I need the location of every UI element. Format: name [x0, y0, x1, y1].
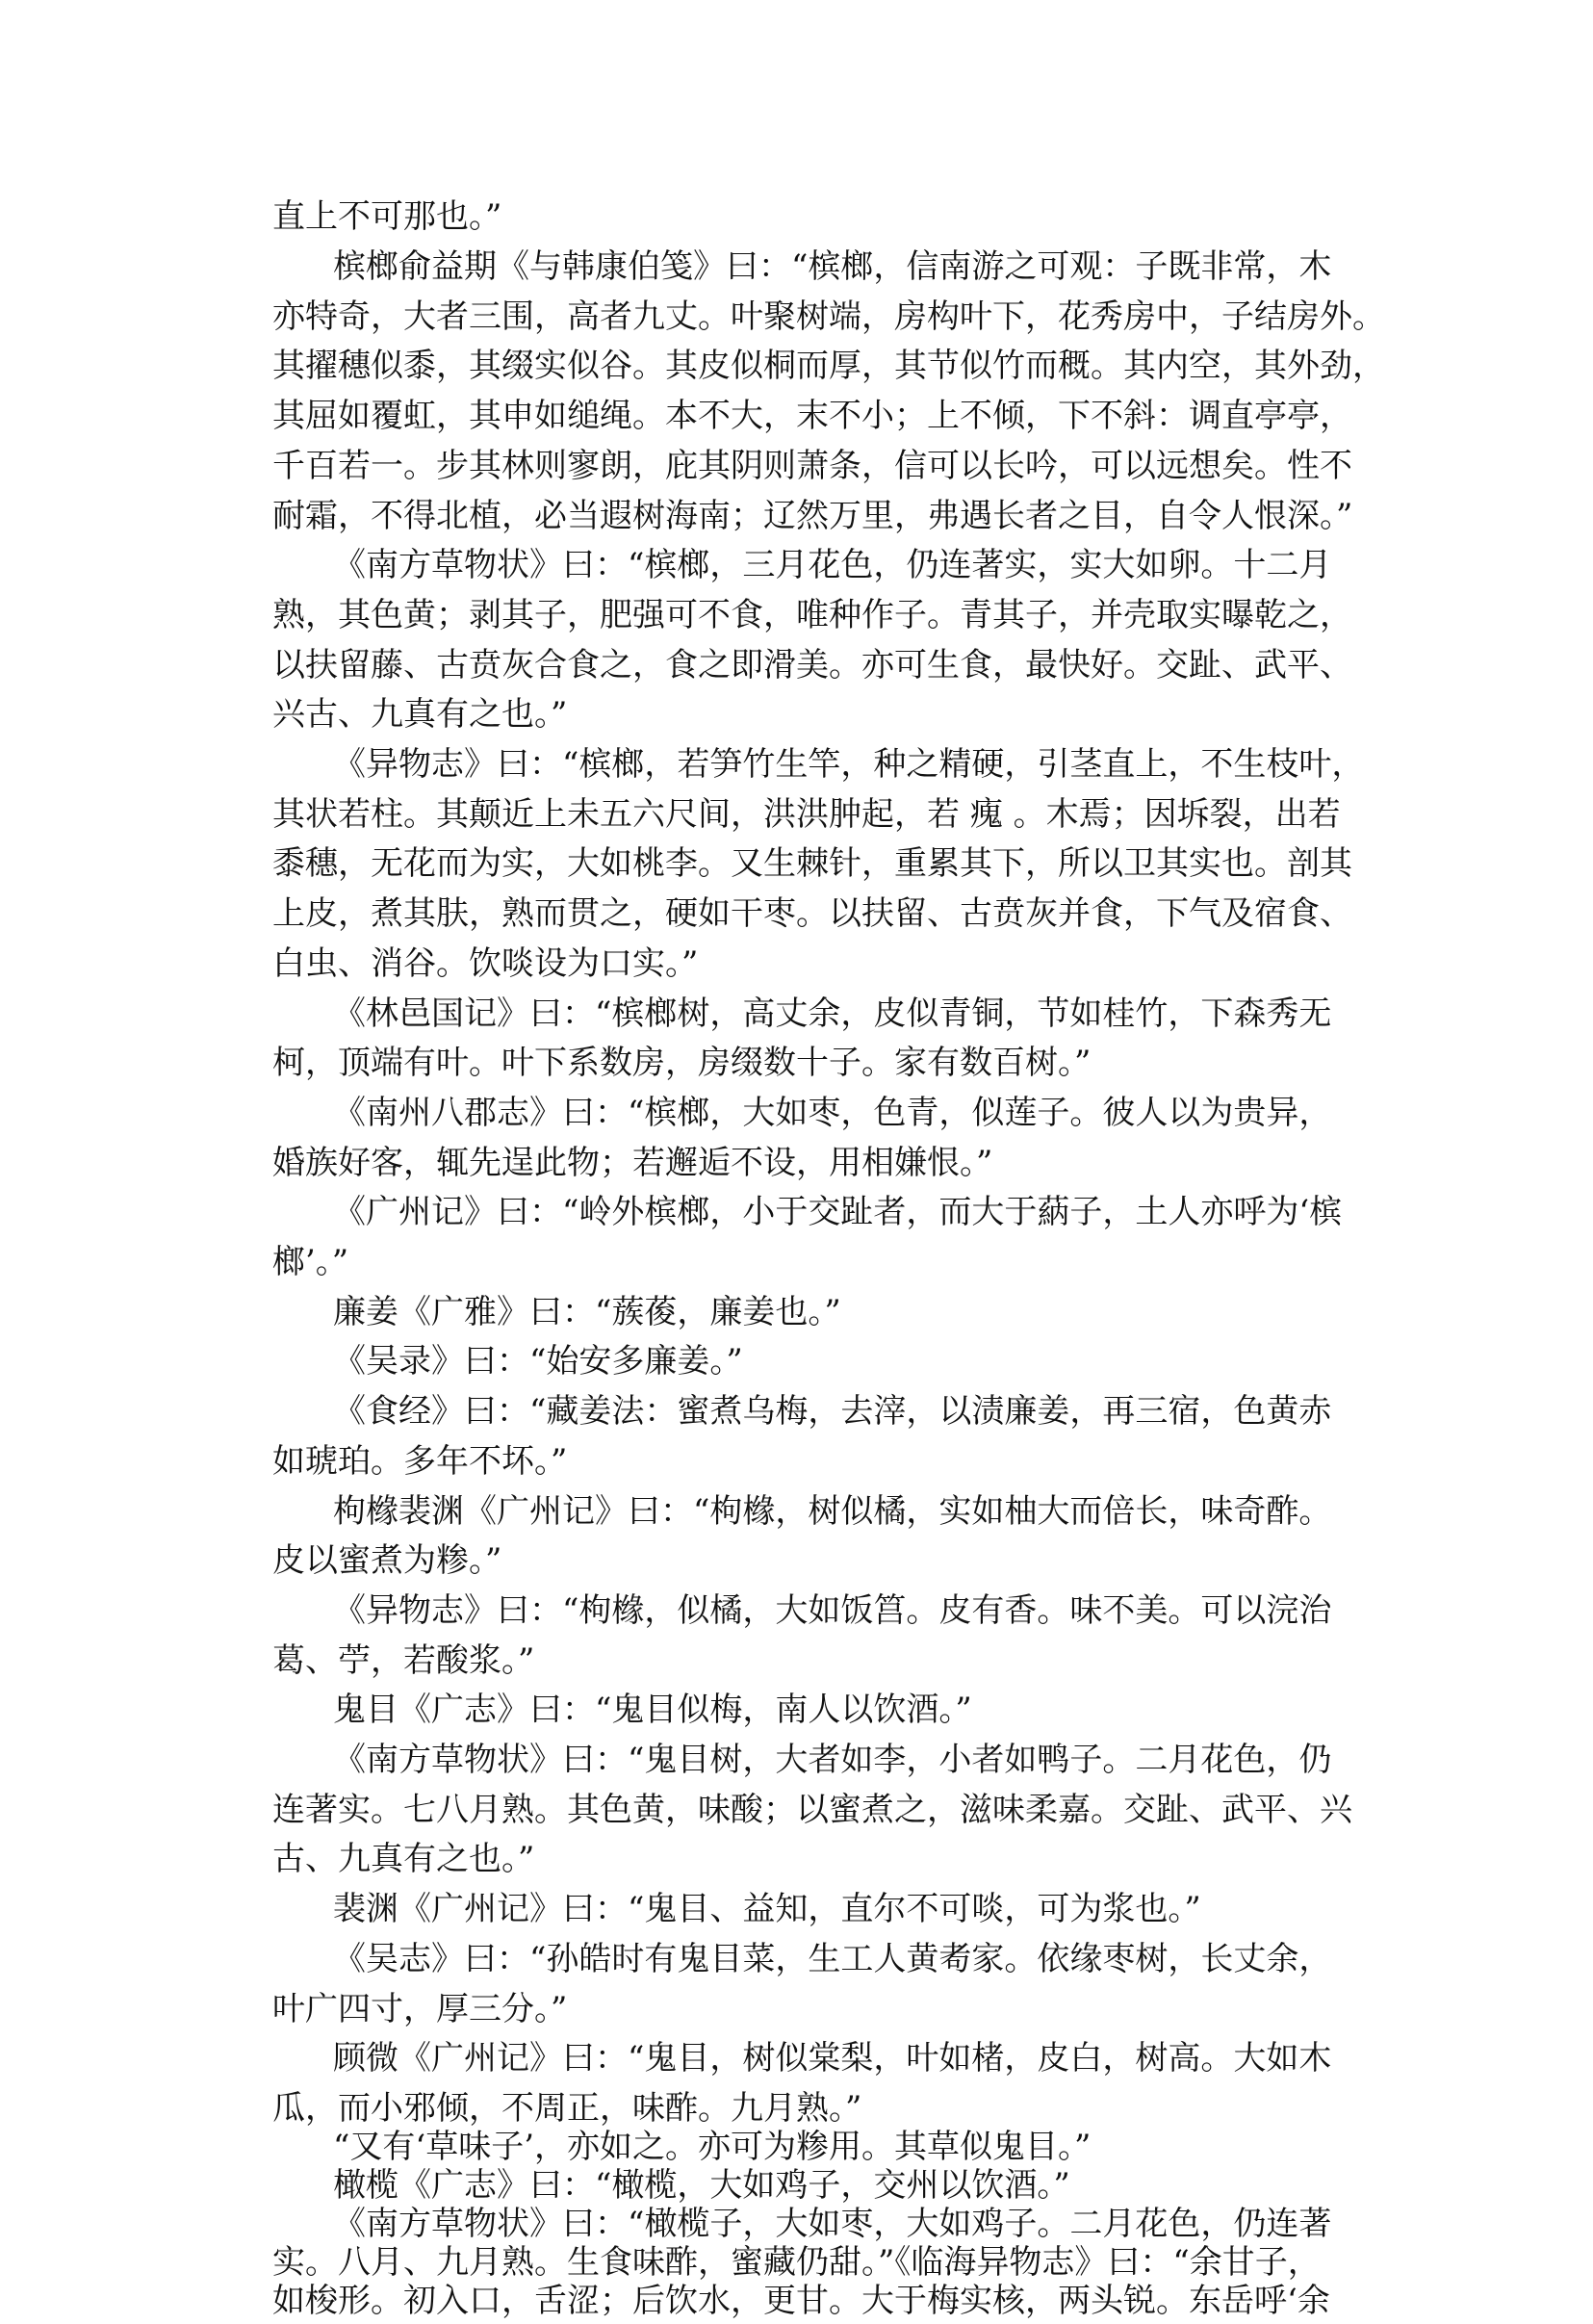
- text-line: 如琥珀。多年不坏。”: [272, 1442, 568, 1481]
- text-line: 婚族好客，辄先逞此物；若邂逅不设，用相嫌恨。”: [272, 1144, 993, 1182]
- text-line: 直上不可那也。”: [272, 197, 502, 236]
- text-line: 连著实。七八月熟。其色黄，味酸；以蜜煮之，滋味柔嘉。交趾、武平、兴: [272, 1791, 1352, 1829]
- text-line: 其屈如覆虹，其申如缒绳。本不大，末不小；上不倾，下不斜：调直亭亭，: [272, 397, 1352, 435]
- text-line: 鬼目《广志》曰：“鬼目似梅，南人以饮酒。”: [333, 1691, 972, 1729]
- text-line: 《异物志》曰：“枸橼，似橘，大如饭筥。皮有香。味不美。可以浣治: [333, 1591, 1332, 1630]
- text-line: 《食经》曰：“藏姜法：蜜煮乌梅，去滓，以渍廉姜，再三宿，色黄赤: [333, 1392, 1332, 1431]
- text-line: 《林邑国记》曰：“槟榔树，高丈余，皮似青铜，节如桂竹，下森秀无: [333, 994, 1332, 1033]
- text-line: 柯，顶端有叶。叶下系数房，房缀数十子。家有数百树。”: [272, 1044, 1092, 1082]
- text-line: “又有‘草味子’，亦如之。亦可为糁用。其草似鬼目。”: [333, 2128, 1092, 2166]
- text-line: 亦特奇，大者三围，高者九丈。叶聚树端，房构叶下，花秀房中，子结房外。: [272, 297, 1385, 336]
- text-line: 熟，其色黄；剥其子，肥强可不食，唯种作子。青其子，并壳取实曝乾之，: [272, 596, 1352, 634]
- text-line: 《南方草物状》曰：“橄榄子，大如枣，大如鸡子。二月花色，仍连著: [333, 2205, 1332, 2243]
- text-line: 耐霜，不得北植，必当遐树海南；辽然万里，弗遇长者之目，自令人恨深。”: [272, 497, 1353, 535]
- text-line: 《南方草物状》曰：“鬼目树，大者如李，小者如鸭子。二月花色，仍: [333, 1741, 1332, 1779]
- text-line: 《广州记》曰：“岭外槟榔，小于交趾者，而大于蒳子，土人亦呼为‘槟: [333, 1193, 1343, 1231]
- text-line: 其擢穗似黍，其缀实似谷。其皮似桐而厚，其节似竹而穊。其内空，其外劲，: [272, 347, 1385, 385]
- text-line: 以扶留藤、古贲灰合食之，食之即滑美。亦可生食，最快好。交趾、武平、: [272, 646, 1352, 684]
- text-line: 皮以蜜煮为糁。”: [272, 1541, 502, 1580]
- text-line: 古、九真有之也。”: [272, 1840, 535, 1878]
- text-line: 《南方草物状》曰：“槟榔，三月花色，仍连著实，实大如卵。十二月: [333, 546, 1332, 584]
- text-line: 黍穗，无花而为实，大如桃李。又生棘针，重累其下，所以卫其实也。剖其: [272, 844, 1352, 883]
- text-line: 兴古、九真有之也。”: [272, 695, 568, 734]
- text-line: 《南州八郡志》曰：“槟榔，大如枣，色青，似莲子。彼人以为贵异，: [333, 1094, 1332, 1132]
- text-line: 榔’。”: [272, 1243, 349, 1281]
- text-line: 如梭形。初入口，舌涩；后饮水，更甘。大于梅实核，两头锐。东岳呼‘余: [272, 2282, 1330, 2320]
- text-line: 千百若一。步其林则寥朗，庇其阴则萧条，信可以长吟，可以远想矣。性不: [272, 447, 1352, 485]
- text-line: 《吴录》曰：“始安多廉姜。”: [333, 1342, 743, 1381]
- text-line: 瓜，而小邪倾，不周正，味酢。九月熟。”: [272, 2089, 862, 2128]
- text-line: 《吴志》曰：“孙皓时有鬼目菜，生工人黄耇家。依缘枣树，长丈余，: [333, 1940, 1332, 1978]
- text-line: 叶广四寸，厚三分。”: [272, 1990, 568, 2028]
- text-line: 白虫、消谷。饮啖设为口实。”: [272, 944, 699, 983]
- text-line: 葛、苧，若酸浆。”: [272, 1641, 535, 1680]
- text-line: 上皮，煮其肤，熟而贯之，硬如干枣。以扶留、古贲灰并食，下气及宿食、: [272, 894, 1352, 933]
- text-line: 槟榔俞益期《与韩康伯笺》曰：“槟榔，信南游之可观：子既非常，木: [333, 247, 1332, 286]
- text-line: 廉姜《广雅》曰：“蔟葰，廉姜也。”: [333, 1293, 841, 1331]
- text-line: 顾微《广州记》曰：“鬼目，树似棠梨，叶如楮，皮白，树高。大如木: [333, 2039, 1332, 2078]
- text-line: 其状若柱。其颠近上未五六尺间，洪洪肿起，若 瘣 。木焉；因坼裂，出若: [272, 795, 1341, 834]
- text-line: 实。八月、九月熟。生食味酢，蜜藏仍甜。”《临海异物志》曰：“余甘子，: [272, 2243, 1321, 2282]
- text-line: 裴渊《广州记》曰：“鬼目、益知，直尔不可啖，可为浆也。”: [333, 1890, 1201, 1928]
- text-line: 《异物志》曰：“槟榔，若笋竹生竿，种之精硬，引茎直上，不生枝叶，: [333, 745, 1365, 784]
- text-line: 枸橼裴渊《广州记》曰：“枸橼，树似橘，实如柚大而倍长，味奇酢。: [333, 1492, 1332, 1531]
- text-line: 橄榄《广志》曰：“橄榄，大如鸡子，交州以饮酒。”: [333, 2166, 1070, 2205]
